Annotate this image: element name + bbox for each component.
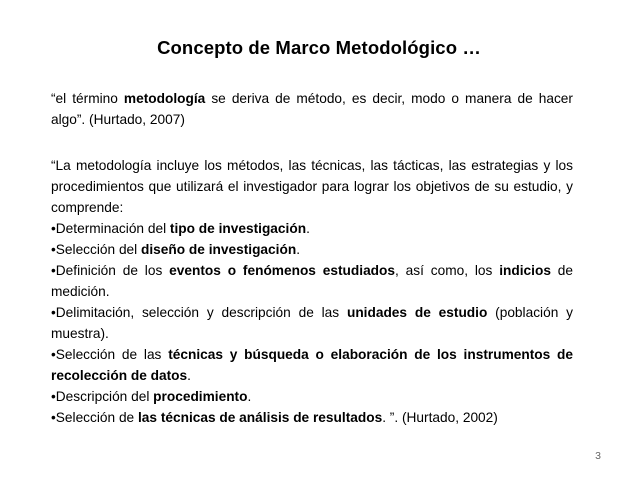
page-number: 3 (595, 450, 601, 462)
bullet-bold: procedimiento (153, 389, 248, 404)
bullet-text: •Descripción del (51, 389, 154, 404)
bullet-unidades-estudio (51, 302, 573, 344)
bullet-tipo-investigacion (51, 218, 573, 239)
bullet-bold: diseño de investigación (141, 242, 297, 257)
bullet-end: de medición. (51, 263, 574, 299)
bullet-mid: , así como, los (395, 263, 500, 278)
bullet-text: •Selección del (51, 242, 142, 257)
bullet-text: •Selección de las (51, 347, 169, 362)
bullet-end: . ”. (Hurtado, 2002) (382, 410, 498, 425)
bullet-text: •Selección de (51, 410, 138, 425)
quote-metodologia-comprende (51, 155, 573, 428)
bullet-eventos-indicios (51, 260, 573, 302)
quote-metodologia (51, 88, 573, 130)
bullet-tecnicas-instrumentos (51, 344, 573, 386)
bullet-end: (población y muestra). (51, 305, 573, 341)
bullet-bold: tipo de investigación (169, 221, 307, 236)
quote1-paragraph (51, 88, 573, 130)
quote1-part2: se deriva de método, es decir, modo o manera de hacer algo”. (Hurtado, 2007) (51, 91, 573, 127)
bullet-bold: unidades de estudio (346, 305, 488, 320)
bullet-end: . (306, 221, 310, 236)
bullet-text: •Delimitación, selección y descripción de las (51, 305, 347, 320)
bullet-bold: eventos o fenómenos estudiados (169, 263, 396, 278)
bullet-end: . (187, 368, 191, 383)
bullet-text: •Definición de los (51, 263, 170, 278)
bullet-bold: técnicas y búsqueda o elaboración de los instrumentos de recolección de datos (51, 347, 573, 383)
bullet-procedimiento (51, 386, 573, 407)
quote2-intro: “La metodología incluye los métodos, las técnicas, las tácticas, las estrategias y los procedimientos que utilizará el investigador para lograr los objetivos de su estudio, y comprende: (51, 158, 573, 215)
slide-title: Concepto de Marco Metodológico … (157, 37, 481, 58)
bullet-diseno-investigacion (51, 239, 573, 260)
quote1-part1: “el término (51, 91, 124, 106)
bullet-end: . (296, 242, 300, 257)
quote1-bold-term: metodología (123, 91, 206, 106)
bullet-analisis-resultados (51, 407, 573, 428)
bullet-bold-2: indicios (499, 263, 551, 278)
bullet-end: . (247, 389, 252, 404)
bullet-text: •Determinación del (51, 221, 170, 236)
bullet-bold: las técnicas de análisis de resultados (137, 410, 383, 425)
